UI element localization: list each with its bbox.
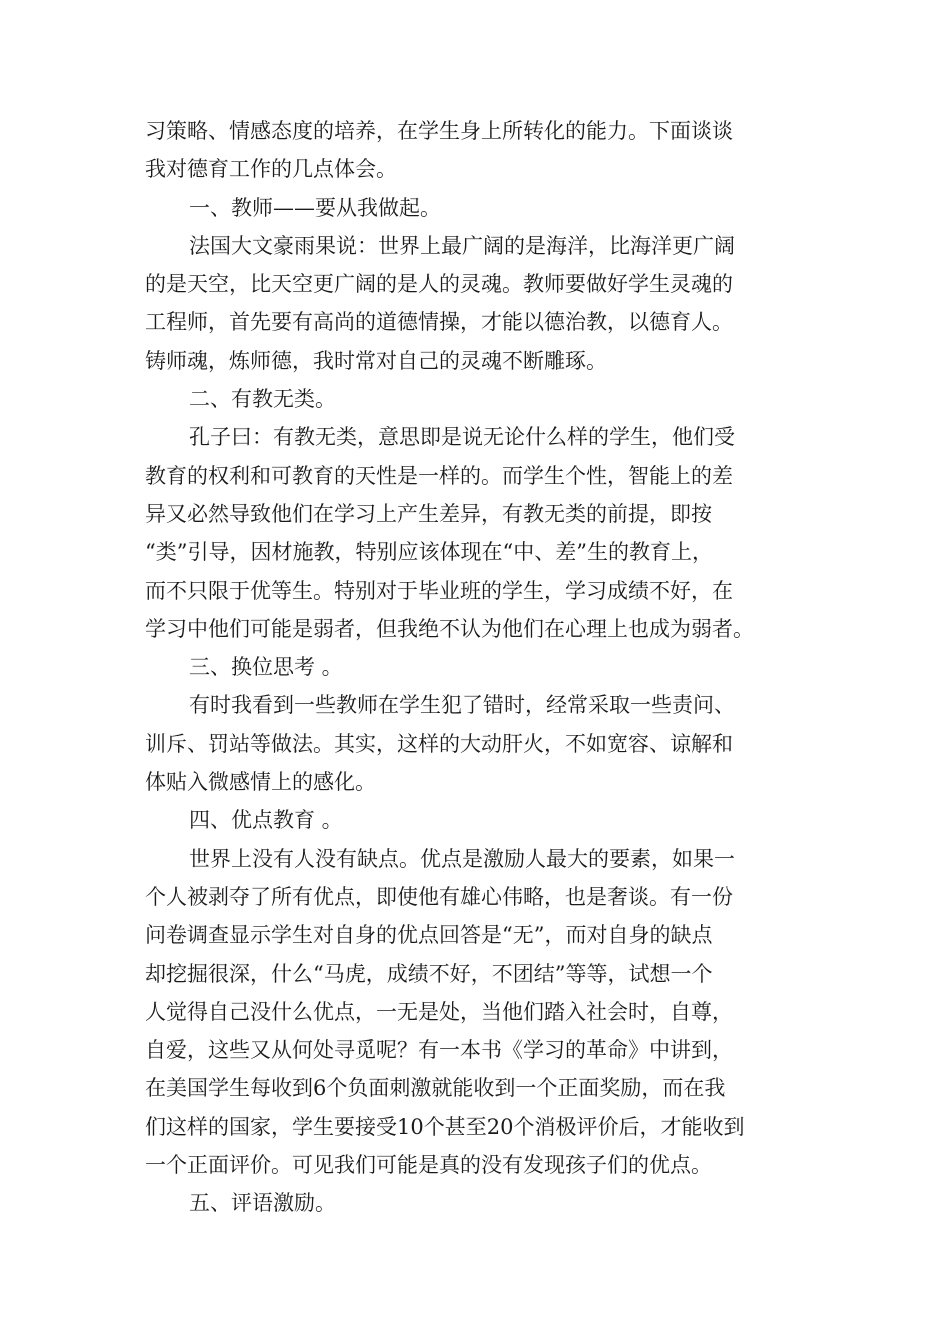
body-line: 学习中他们可能是弱者，但我绝不认为他们在心理上也成为弱者。	[145, 616, 754, 641]
body-line: 体贴入微感情上的感化。	[145, 770, 376, 795]
paragraph-first-line: 有时我看到一些教师在学生犯了错时，经常采取一些责问、	[189, 693, 735, 718]
body-line: 铸师魂，炼师德，我时常对自己的灵魂不断雕琢。	[145, 348, 607, 373]
body-line: 在美国学生每收到6个负面刺激就能收到一个正面奖励，而在我	[145, 1076, 726, 1101]
body-line: 一个正面评价。可见我们可能是真的没有发现孩子们的优点。	[145, 1153, 712, 1178]
section-heading: 五、评语激励。	[189, 1191, 336, 1216]
paragraph-first-line: 法国大文豪雨果说：世界上最广阔的是海洋，比海洋更广阔	[189, 233, 735, 258]
body-line: 习策略、情感态度的培养，在学生身上所转化的能力。下面谈谈	[145, 119, 733, 143]
section-heading: 一、教师——要从我做起。	[189, 195, 441, 220]
body-line: 我对德育工作的几点体会。	[145, 157, 397, 182]
body-line: “类”引导，因材施教，特别应该体现在“中、差”生的教育上，	[145, 540, 713, 565]
body-line: 问卷调查显示学生对自身的优点回答是“无”，而对自身的缺点	[145, 923, 713, 948]
body-line: 而不只限于优等生。特别对于毕业班的学生，学习成绩不好，在	[145, 578, 733, 603]
body-line: 工程师，首先要有高尚的道德情操，才能以德治教，以德育人。	[145, 310, 733, 335]
body-line: 们这样的国家，学生要接受10个甚至20个消极评价后，才能收到	[145, 1114, 745, 1139]
body-line: 自爱，这些又从何处寻觅呢？有一本书《学习的革命》中讲到，	[145, 1038, 733, 1063]
section-heading: 四、优点教育 。	[189, 808, 343, 833]
body-line: 却挖掘很深，什么“马虎，成绩不好，不团结”等等，试想一个	[145, 961, 713, 986]
paragraph-first-line: 孔子曰：有教无类，意思即是说无论什么样的学生，他们受	[189, 425, 735, 450]
body-line: 的是天空，比天空更广阔的是人的灵魂。教师要做好学生灵魂的	[145, 272, 733, 297]
document-page	[145, 112, 795, 1223]
section-heading: 二、有教无类。	[189, 387, 336, 412]
body-line: 教育的权利和可教育的天性是一样的。而学生个性，智能上的差	[145, 463, 733, 488]
section-heading: 三、换位思考 。	[189, 655, 343, 680]
body-line: 异又必然导致他们在学习上产生差异，有教无类的前提，即按	[145, 501, 712, 526]
body-line: 人觉得自己没什么优点，一无是处，当他们踏入社会时，自尊，	[145, 999, 733, 1024]
body-line: 个人被剥夺了所有优点，即使他有雄心伟略，也是奢谈。有一份	[145, 884, 733, 909]
body-line: 训斥、罚站等做法。其实，这样的大动肝火，不如宽容、谅解和	[145, 731, 733, 756]
paragraph-first-line: 世界上没有人没有缺点。优点是激励人最大的要素，如果一	[189, 846, 735, 871]
